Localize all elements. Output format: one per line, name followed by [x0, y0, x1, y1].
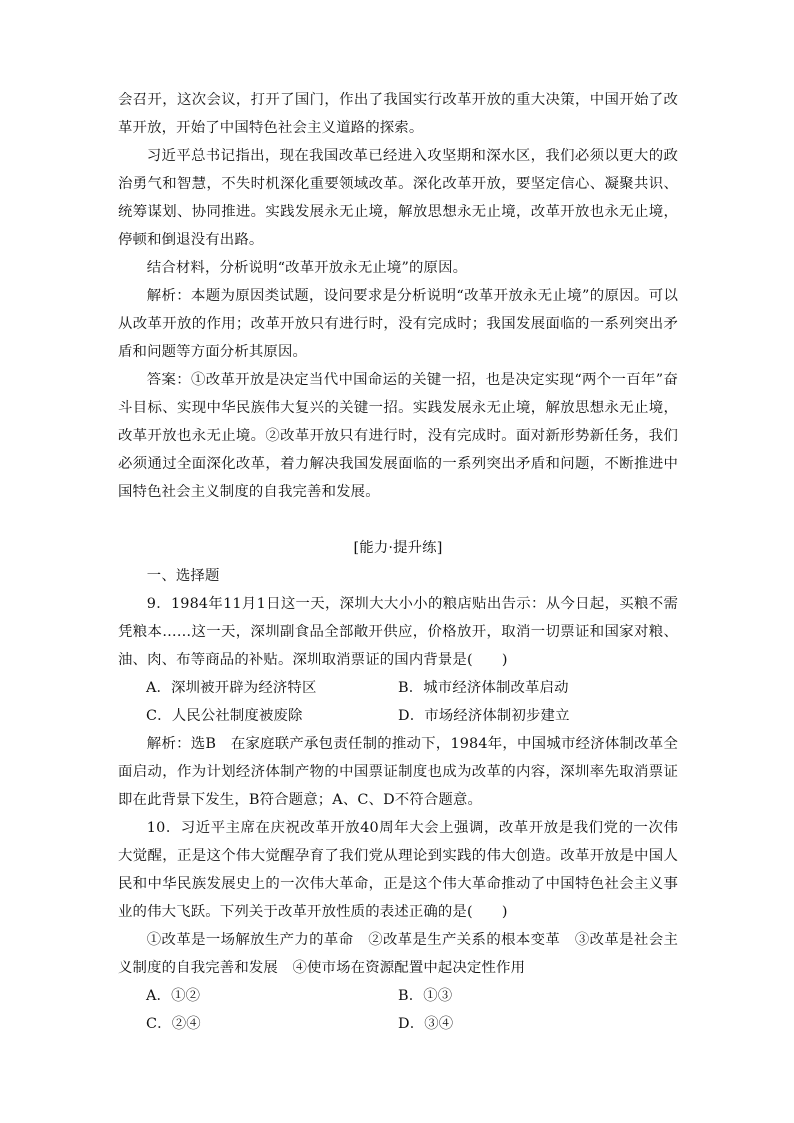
material-answer: 答案：①改革开放是决定当代中国命运的关键一招，也是决定实现“两个一百年”奋斗目标、实现中华民族伟大复兴的关键一招。实践发展永无止境，解放思想永无止境，改革开放也永无止境。②改革开放只有进行时，没有完成时。面对新形势新任务，我们必须通过全面深化改革，着力解决我国发展面临的一系列突出矛盾和问题，不断推进中国特色社会主义制度的自我完善和发展。 [118, 372, 678, 500]
material-analysis: 解析：本题为原因类试题，设问要求是分析说明“改革开放永无止境”的原因。可以从改革开放的作用；改革开放只有进行时，没有完成时；我国发展面临的一系列突出矛盾和问题等方面分析其原因。 [118, 288, 678, 360]
question-9-stem: 9．1984年11月1日这一天，深圳大大小小的粮店贴出告示：从今日起，买粮不需凭粮本……这一天，深圳副食品全部敞开供应，价格放开，取消一切票证和国家对粮、油、肉、布等商品的补贴。深圳取消票证的国内背景是( ) [118, 596, 678, 668]
question-10-option-b: B．①③ [398, 988, 453, 1004]
question-10-option-d: D．③④ [398, 1016, 454, 1032]
question-10-options [118, 982, 678, 1038]
question-10-stem: 10．习近平主席在庆祝改革开放40周年大会上强调，改革开放是我们党的一次伟大觉醒，正是这个伟大觉醒孕育了我们党从理论到实践的伟大创造。改革开放是中国人民和中华民族发展史上的一次伟大革命，正是这个伟大革命推动了中国特色社会主义事业的伟大飞跃。下列关于改革开放性质的表述正确的是( ) [118, 820, 678, 920]
question-9-option-c: C．人民公社制度被废除 [146, 708, 303, 724]
document-body [118, 86, 678, 1038]
question-9-analysis: 解析：选B 在家庭联产承包责任制的推动下，1984年，中国城市经济体制改革全面启动，作为计划经济体制产物的中国票证制度也成为改革的内容，深圳率先取消票证即在此背景下发生，B符合题意；A、C、D不符合题意。 [118, 736, 678, 808]
section-title: [能力·提升练] [353, 540, 443, 556]
question-9-option-d: D．市场经济体制初步建立 [398, 708, 570, 724]
question-9-option-b: B．城市经济体制改革启动 [398, 680, 569, 696]
question-9-options [118, 674, 678, 730]
section-subtitle: 一、选择题 [146, 568, 220, 584]
question-10-option-a: A．①② [146, 988, 201, 1004]
question-10-option-c: C．②④ [146, 1016, 201, 1032]
material-question: 结合材料，分析说明“改革开放永无止境”的原因。 [146, 260, 468, 276]
material-paragraph-2: 习近平总书记指出，现在我国改革已经进入攻坚期和深水区，我们必须以更大的政治勇气和智慧，不失时机深化重要领域改革。深化改革开放，要坚定信心、凝聚共识、统筹谋划、协同推进。实践发展永无止境，解放思想永无止境，改革开放也永无止境，停顿和倒退没有出路。 [118, 148, 678, 248]
question-10-statements: ①改革是一场解放生产力的革命 ②改革是生产关系的根本变革 ③改革是社会主义制度的自我完善和发展 ④使市场在资源配置中起决定性作用 [118, 932, 678, 976]
question-9-option-a: A．深圳被开辟为经济特区 [146, 680, 317, 696]
material-paragraph-1: 会召开，这次会议，打开了国门，作出了我国实行改革开放的重大决策，中国开始了改革开放，开始了中国特色社会主义道路的探索。 [118, 92, 678, 136]
